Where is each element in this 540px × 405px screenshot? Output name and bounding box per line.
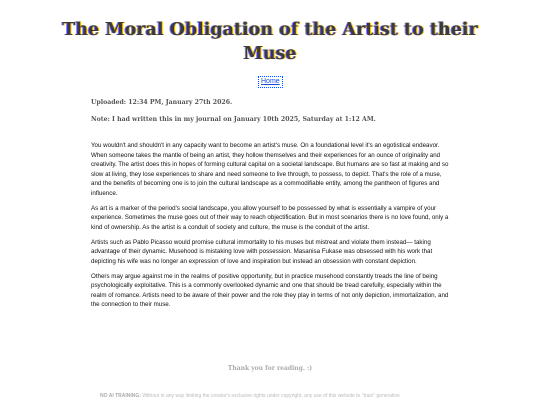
article-paragraph: Others may argue against me in the realms of positive opportunity, but in practice musehood constantly treads the line of being psychologically exploitative. This is a commonly overlooked dynamic and one that should be tread carefully, especially within the realm of romance. Artists need to be aware of their power and the role they play in terms of not only depiction, immortalization, and the connection to their muse.: [91, 272, 449, 308]
journal-note: Note: I had written this in my journal on January 10th 2025, Saturday at 1:12 AM.: [91, 116, 376, 123]
article-paragraph: You wouldn't and shouldn't in any capacity want to become an artist's muse. On a foundational level it's an egotistical endeavor. When someone takes the mantle of being an artist, they hollow themselves and their experiences for an ounce of originality and creativity. The artist does this in hopes of forming cultural capital on a societal landscape. But humans are so fast at making and so slow at living, they lose experiences to share and need someone to live through, to possess, to depict. That's the role of a muse, and the benefits of becoming one is to join the cultural landscape as a commodifiable entity, among the pantheon of figures and influence.: [91, 142, 449, 197]
page-title: The Moral Obligation of the Artist to their Muse: [62, 20, 478, 64]
disclaimer-text: Without in any way limiting the creator's exclusive rights under copyright, any use of this website to "train" generative: [142, 393, 400, 399]
home-link[interactable]: Home: [258, 76, 283, 88]
disclaimer-label: NO AI TRAINING:: [100, 393, 141, 399]
thanks-message: Thank you for reading. :): [227, 365, 313, 372]
article-paragraph: As art is a marker of the period's social landscape, you allow yourself to be possessed by what is essentially a vampire of your experience. Sometimes the muse goes out of their way to reach objectification. But in most scenarios there is no love found, only a kind of ownership. As the artist is a conduit of society and culture, the muse is the conduit of the artist.: [91, 204, 449, 231]
ai-training-disclaimer: [100, 392, 445, 400]
article-body: [91, 141, 451, 315]
article-paragraph: Artists such as Pablo Picasso would promise cultural immortality to his muses but mistreat and violate them instead— taking advantage of their dynamic. Musehood is mistaking love with possession. Masanisa Fukase was obsessed with his work that depicting his wife was no longer an expression of love and inspiration but instead an obsession with constant depiction.: [91, 238, 433, 265]
upload-date: Uploaded: 12:34 PM, January 27th 2026.: [91, 99, 233, 106]
